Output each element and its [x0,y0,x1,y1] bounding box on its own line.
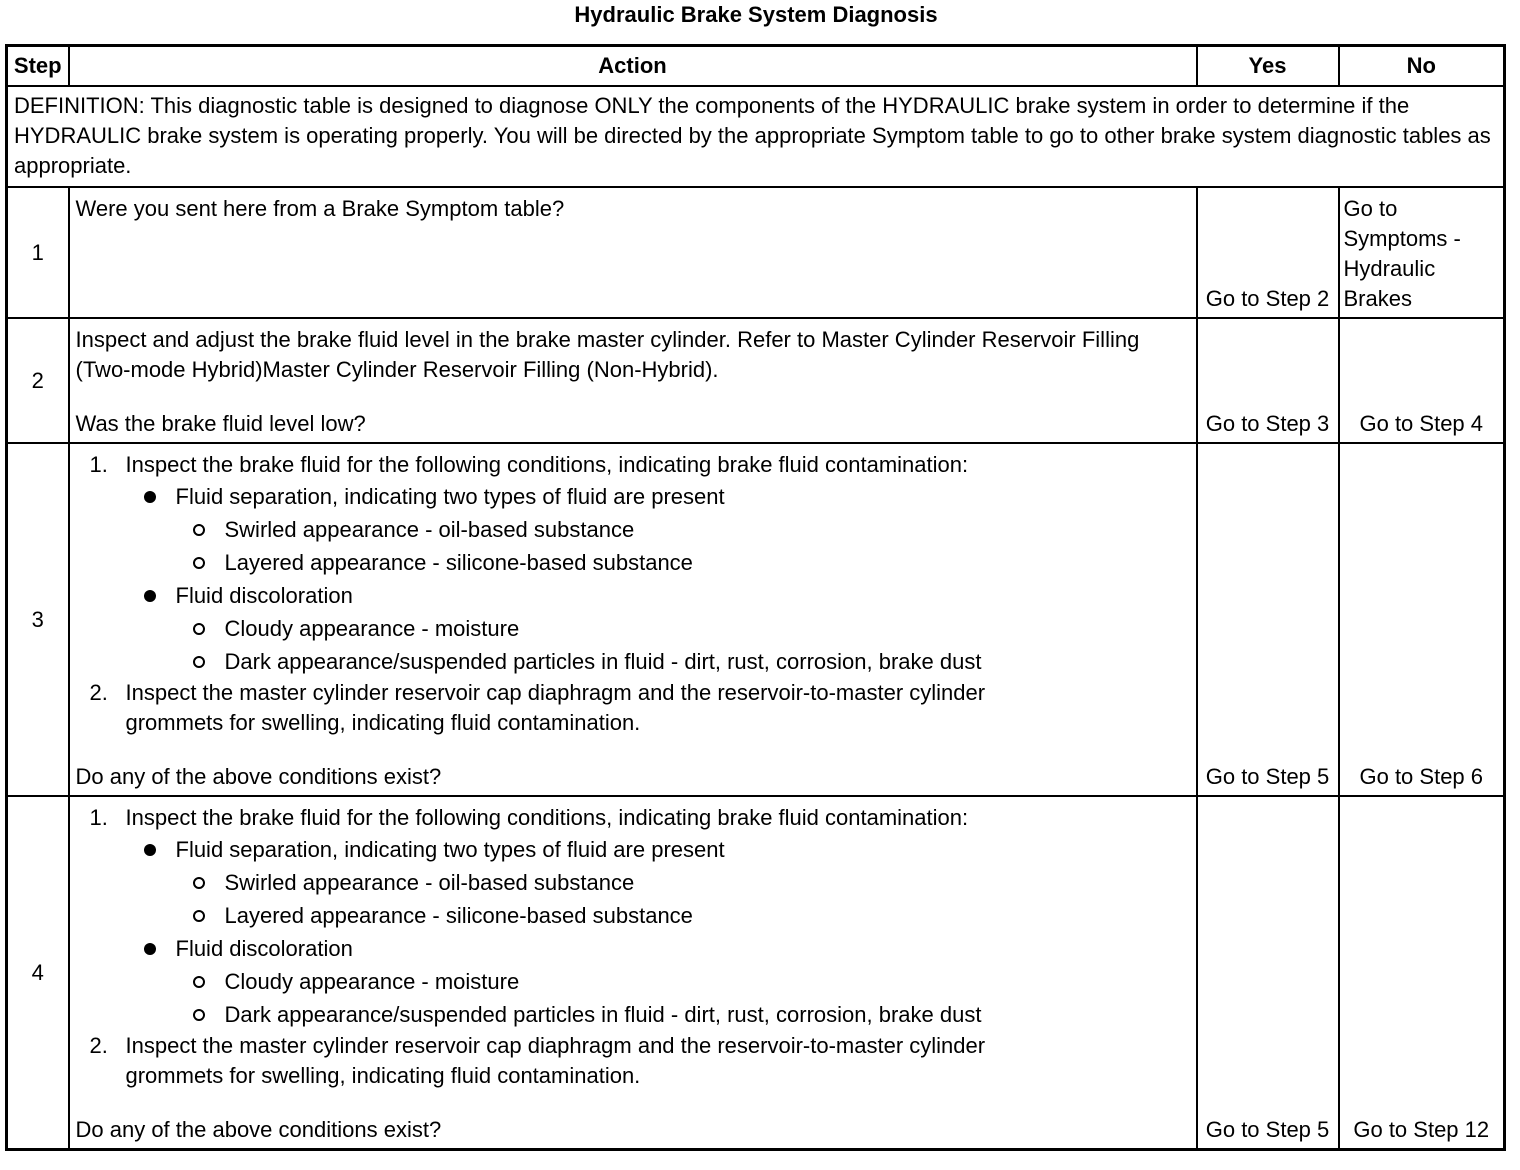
bullet-item [76,833,1190,866]
bullet-dot-icon [144,590,156,602]
step-number: 3 [7,443,69,796]
bullet-circle-icon [193,623,205,635]
diagnosis-table [5,44,1506,1151]
no-cell: Go to Symptoms - Hydraulic Brakes [1339,187,1505,318]
yes-cell: Go to Step 3 [1197,318,1339,443]
bullet-dot-icon [144,491,156,503]
table-row [7,318,1505,443]
sub-bullet-item [76,645,1190,678]
bullet-circle-icon [193,656,205,668]
sub-bullet-text: Cloudy appearance - moisture [224,616,520,641]
sub-bullet-item [76,612,1190,645]
yes-cell: Go to Step 2 [1197,187,1339,318]
bullet-item [76,932,1190,965]
item-number: 1. [89,452,108,477]
sub-bullet-item [76,899,1190,932]
action-question: Do any of the above conditions exist? [75,1117,442,1142]
definition-row [7,86,1505,187]
table-row [7,796,1505,1150]
item-text: Inspect the brake fluid for the following conditions, indicating brake fluid contamination: [125,452,969,477]
item-number: 1. [89,805,108,830]
definition-text: DEFINITION: This diagnostic table is designed to diagnose ONLY the components of the HYDRAULIC brake system in order to determine if the HYDRAULIC brake system is operating properly. You will be directed by the appropriate Symptom table to go to other brake system diagnostic tables as appropriate. [7,86,1505,187]
sub-bullet-item [76,866,1190,899]
bullet-item [76,480,1190,513]
action-cell [69,187,1197,318]
sub-bullet-item [76,965,1190,998]
bullet-circle-icon [193,1009,205,1021]
bullet-circle-icon [193,557,205,569]
header-no: No [1339,46,1505,87]
item-text: Inspect the brake fluid for the following conditions, indicating brake fluid contamination: [125,805,969,830]
action-cell [69,318,1197,443]
step-number: 4 [7,796,69,1150]
no-cell: Go to Step 12 [1339,796,1505,1150]
item-number: 2. [89,680,108,705]
sub-bullet-item [76,513,1190,546]
no-cell: Go to Step 4 [1339,318,1505,443]
item-text: Inspect the master cylinder reservoir cap diaphragm and the reservoir-to-master cylinder [125,1033,986,1058]
item-number: 2. [89,1033,108,1058]
numbered-item [76,678,1190,708]
sub-bullet-item [76,546,1190,579]
bullet-text: Fluid discoloration [175,936,353,961]
yes-cell: Go to Step 5 [1197,443,1339,796]
bullet-item [76,579,1190,612]
numbered-item [76,450,1190,480]
bullet-text: Fluid separation, indicating two types of fluid are present [175,837,725,862]
table-row [7,443,1505,796]
bullet-circle-icon [193,524,205,536]
bullet-text: Fluid separation, indicating two types of fluid are present [175,484,725,509]
bullet-circle-icon [193,976,205,988]
header-step: Step [7,46,69,87]
document-title: Hydraulic Brake System Diagnosis [574,2,938,27]
bullet-dot-icon [144,844,156,856]
sub-bullet-text: Dark appearance/suspended particles in fluid - dirt, rust, corrosion, brake dust [224,649,982,674]
action-question: Was the brake fluid level low? [75,411,366,436]
bullet-circle-icon [193,877,205,889]
item-text-continued: grommets for swelling, indicating fluid contamination. [125,710,641,735]
sub-bullet-text: Dark appearance/suspended particles in fluid - dirt, rust, corrosion, brake dust [224,1002,982,1027]
yes-cell: Go to Step 5 [1197,796,1339,1150]
action-text: Inspect and adjust the brake fluid level in the brake master cylinder. Refer to Master Cylinder Reservoir Filling (Two-mode Hybrid)Master Cylinder Reservoir Filling (Non-Hybrid). [75,327,1140,382]
numbered-item [76,1031,1190,1061]
action-cell [69,796,1197,1150]
action-question: Do any of the above conditions exist? [75,764,442,789]
item-text: Inspect the master cylinder reservoir cap diaphragm and the reservoir-to-master cylinder [125,680,986,705]
bullet-dot-icon [144,943,156,955]
sub-bullet-text: Cloudy appearance - moisture [224,969,520,994]
no-cell: Go to Step 6 [1339,443,1505,796]
table-row [7,187,1505,318]
sub-bullet-text: Layered appearance - silicone-based substance [224,903,693,928]
sub-bullet-text: Layered appearance - silicone-based substance [224,550,693,575]
table-header-row [7,46,1505,87]
sub-bullet-text: Swirled appearance - oil-based substance [224,517,635,542]
item-text-continued: grommets for swelling, indicating fluid contamination. [125,1063,641,1088]
sub-bullet-text: Swirled appearance - oil-based substance [224,870,635,895]
step-number: 2 [7,318,69,443]
bullet-text: Fluid discoloration [175,583,353,608]
action-text: Were you sent here from a Brake Symptom table? [75,196,565,221]
step-number: 1 [7,187,69,318]
bullet-circle-icon [193,910,205,922]
action-cell [69,443,1197,796]
header-action: Action [69,46,1197,87]
sub-bullet-item [76,998,1190,1031]
header-yes: Yes [1197,46,1339,87]
numbered-item [76,803,1190,833]
